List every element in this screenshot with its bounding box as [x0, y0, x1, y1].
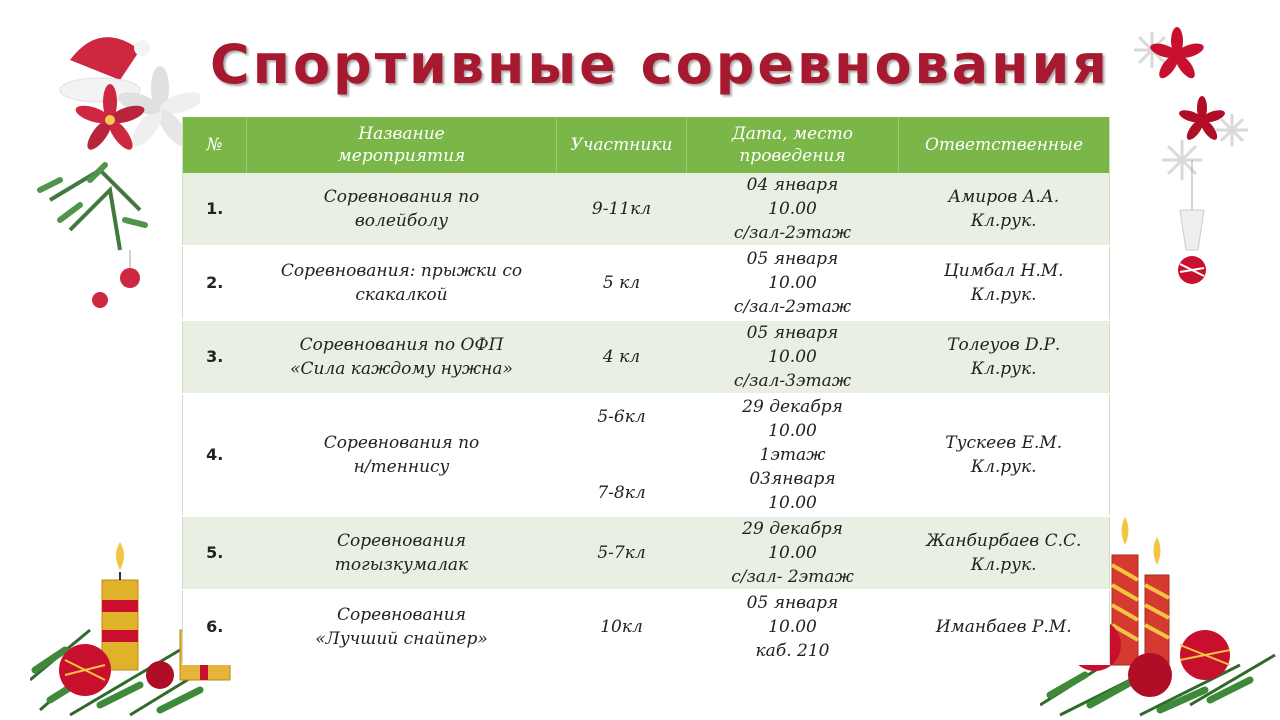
responsible-role: Кл.рук.	[970, 211, 1037, 231]
responsible-role: Кл.рук.	[970, 457, 1037, 477]
poinsettia-santa-hat-icon	[30, 20, 200, 310]
date-line3: с/зал-2этаж	[733, 223, 852, 243]
header-event-name-line1: Название	[358, 124, 445, 144]
row-number: 3.	[183, 320, 247, 394]
participants-group-1: 5-6кл	[597, 407, 646, 427]
participants-group-2: 7-8кл	[597, 483, 646, 503]
table-row	[183, 590, 1110, 664]
responsible	[899, 394, 1110, 516]
responsible-name: Тускеев Е.М.	[945, 433, 1063, 453]
date-line2: 10.00	[768, 199, 817, 219]
event-name-line1: Соревнования	[337, 531, 466, 551]
date-line1: 05 января	[746, 593, 839, 613]
event-name-line1: Соревнования: прыжки со	[280, 261, 523, 281]
table-header-row	[183, 117, 1110, 173]
responsible	[899, 320, 1110, 394]
responsible-name: Иманбаев Р.М.	[935, 617, 1072, 637]
table-row	[183, 246, 1110, 320]
date-place	[687, 173, 899, 246]
event-name-line1: Соревнования по ОФП	[299, 335, 504, 355]
row-number: 4.	[183, 394, 247, 516]
header-participants: Участники	[557, 117, 687, 173]
event-name-line1: Соревнования по	[323, 433, 480, 453]
header-date-place	[687, 117, 899, 173]
row-number: 2.	[183, 246, 247, 320]
date-place	[687, 516, 899, 590]
date-place	[687, 590, 899, 664]
responsible	[899, 173, 1110, 246]
row-number: 5.	[183, 516, 247, 590]
event-name-line2: волейболу	[354, 211, 449, 231]
event-name-line2: тогызкумалак	[334, 555, 469, 575]
event-name-line1: Соревнования	[337, 605, 466, 625]
event-name-line2: н/теннису	[353, 457, 450, 477]
event-name-line1: Соревнования по	[323, 187, 480, 207]
responsible-name: Цимбал Н.М.	[943, 261, 1064, 281]
header-responsible: Ответственные	[899, 117, 1110, 173]
participants	[557, 394, 687, 516]
responsible-name: Амиров А.А.	[948, 187, 1060, 207]
date-line3: с/зал-3этаж	[733, 371, 852, 391]
date-line1: 04 января	[746, 175, 839, 195]
date-place	[687, 394, 899, 516]
responsible-name: Толеуов D.Р.	[947, 335, 1061, 355]
date-line3: с/зал- 2этаж	[731, 567, 854, 587]
table-row	[183, 320, 1110, 394]
event-name	[247, 246, 557, 320]
header-event-name-line2: мероприятия	[337, 146, 466, 166]
date-place	[687, 246, 899, 320]
participants: 10кл	[557, 590, 687, 664]
table-row	[183, 173, 1110, 246]
date-line1: 05 января	[746, 323, 839, 343]
date-line2: 10.00	[768, 347, 817, 367]
responsible-name: Жанбирбаев С.С.	[926, 531, 1082, 551]
date-line3: каб. 210	[755, 641, 830, 661]
responsible	[899, 516, 1110, 590]
event-name	[247, 173, 557, 246]
table-row	[183, 394, 1110, 516]
responsible-role: Кл.рук.	[970, 555, 1037, 575]
event-name-line2: «Лучший снайпер»	[315, 629, 488, 649]
event-name	[247, 590, 557, 664]
responsible-role: Кл.рук.	[970, 285, 1037, 305]
date-line2: 10.00	[768, 421, 817, 441]
participants: 5 кл	[557, 246, 687, 320]
participants: 9-11кл	[557, 173, 687, 246]
header-number: №	[183, 117, 247, 173]
event-name-line2: скакалкой	[355, 285, 448, 305]
date-line3: с/зал-2этаж	[733, 297, 852, 317]
date-line4: 03января	[749, 469, 836, 489]
event-name	[247, 394, 557, 516]
header-event-name	[247, 117, 557, 173]
participants: 5-7кл	[557, 516, 687, 590]
date-line2: 10.00	[768, 543, 817, 563]
participants: 4 кл	[557, 320, 687, 394]
schedule-table	[182, 117, 1110, 665]
date-line5: 10.00	[768, 493, 817, 513]
page-title: Спортивные соревнования	[210, 33, 1110, 96]
header-date-line2: проведения	[739, 146, 846, 166]
event-name	[247, 320, 557, 394]
responsible-role: Кл.рук.	[970, 359, 1037, 379]
responsible	[899, 590, 1110, 664]
date-line1: 29 декабря	[742, 519, 843, 539]
row-number: 6.	[183, 590, 247, 664]
event-name	[247, 516, 557, 590]
date-place	[687, 320, 899, 394]
date-line1: 05 января	[746, 249, 839, 269]
row-number: 1.	[183, 173, 247, 246]
table-row	[183, 516, 1110, 590]
event-name-line2: «Сила каждому нужна»	[290, 359, 513, 379]
date-line2: 10.00	[768, 273, 817, 293]
date-line1: 29 декабря	[742, 397, 843, 417]
header-date-line1: Дата, место	[731, 124, 854, 144]
date-line3: 1этаж	[759, 445, 826, 465]
date-line2: 10.00	[768, 617, 817, 637]
responsible	[899, 246, 1110, 320]
